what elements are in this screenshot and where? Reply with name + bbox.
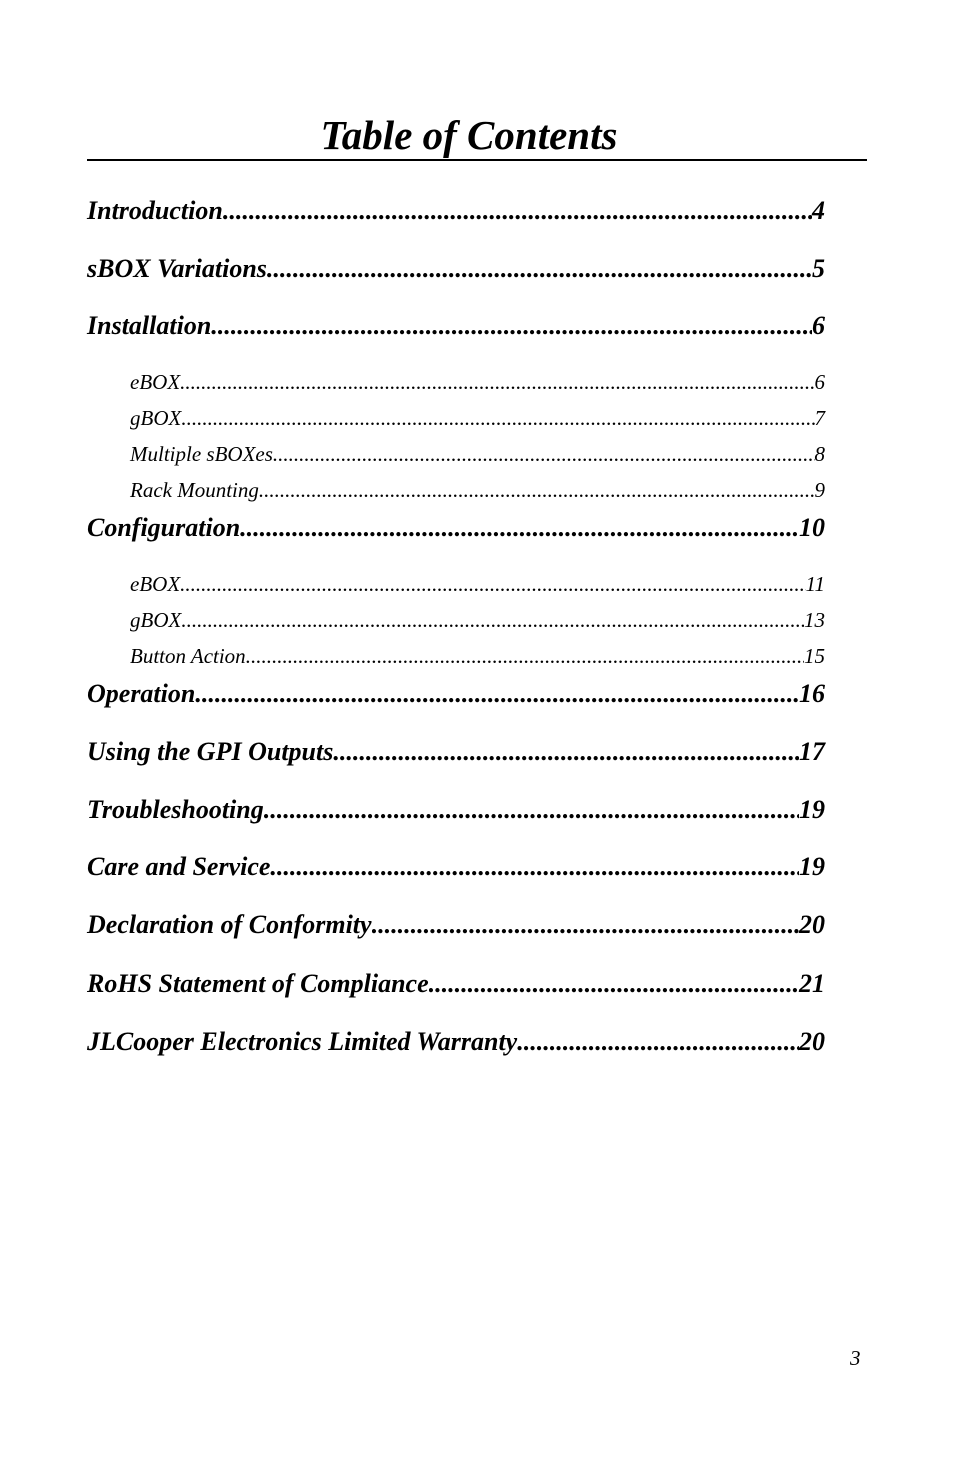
toc-page-number: 11	[805, 572, 825, 596]
toc-label: eBOX	[130, 370, 181, 394]
toc-page-number: 8	[814, 442, 825, 466]
toc-entry-limited-warranty[interactable]	[87, 1025, 825, 1059]
toc-entry-installation[interactable]	[87, 309, 825, 343]
toc-page-number: 6	[812, 311, 825, 340]
toc-page-number: 6	[814, 370, 825, 394]
toc-leader-dots	[223, 194, 812, 228]
toc-label: Declaration of Conformity	[87, 910, 372, 939]
toc-leader-dots	[267, 252, 812, 286]
toc-leader-dots	[180, 368, 814, 396]
toc-label: Installation	[87, 311, 212, 340]
toc-leader-dots	[195, 677, 799, 711]
toc-label: gBOX	[130, 406, 182, 430]
toc-label: eBOX	[130, 572, 181, 596]
toc-leader-dots	[181, 606, 804, 634]
toc-label: Troubleshooting	[87, 795, 264, 824]
toc-label: Using the GPI Outputs	[87, 737, 334, 766]
toc-entry-introduction[interactable]	[87, 194, 825, 228]
toc-page-number: 9	[814, 478, 825, 502]
toc-entry-configuration-ebox[interactable]	[130, 570, 825, 598]
toc-page-number: 15	[804, 644, 825, 668]
toc-page-number: 5	[812, 254, 825, 283]
toc-leader-dots	[372, 908, 799, 942]
toc-page-number: 4	[812, 196, 825, 225]
toc-page-number: 13	[804, 608, 825, 632]
page-title: Table of Contents	[320, 112, 618, 158]
toc-entry-installation-ebox[interactable]	[130, 368, 825, 396]
page-number: 3	[850, 1346, 861, 1370]
toc-entry-rohs-statement[interactable]	[87, 967, 825, 1001]
toc-page-number: 10	[799, 513, 825, 542]
toc-leader-dots	[240, 511, 799, 545]
toc-entry-gpi-outputs[interactable]	[87, 735, 825, 769]
toc-label: Multiple sBOXes	[130, 442, 273, 466]
toc-page-number: 21	[799, 969, 825, 998]
toc-page-number: 16	[799, 679, 825, 708]
toc-leader-dots	[270, 850, 799, 884]
toc-label: JLCooper Electronics Limited Warranty	[87, 1027, 518, 1056]
toc-page-number: 19	[799, 795, 825, 824]
toc-entry-installation-gbox[interactable]	[130, 404, 825, 432]
toc-entry-multiple-sboxes[interactable]	[130, 440, 825, 468]
toc-leader-dots	[273, 440, 815, 468]
toc-entry-care-and-service[interactable]	[87, 850, 825, 884]
title-block	[87, 112, 867, 161]
toc-leader-dots	[259, 476, 815, 504]
toc-leader-dots	[333, 735, 799, 769]
toc-entry-button-action[interactable]	[130, 642, 825, 670]
toc-entry-troubleshooting[interactable]	[87, 793, 825, 827]
toc-page-number: 20	[799, 910, 825, 939]
toc-label: Care and Service	[87, 852, 271, 881]
toc-leader-dots	[264, 793, 799, 827]
toc-label: sBOX Variations	[87, 254, 267, 283]
toc-label: RoHS Statement of Compliance	[87, 969, 429, 998]
toc-entry-configuration-gbox[interactable]	[130, 606, 825, 634]
toc-label: Operation	[87, 679, 196, 708]
toc-entry-operation[interactable]	[87, 677, 825, 711]
toc-page-number: 7	[814, 406, 825, 430]
toc-leader-dots	[180, 570, 805, 598]
toc-label: Rack Mounting	[130, 478, 259, 502]
toc-page-number: 20	[799, 1027, 825, 1056]
toc-label: Button Action	[130, 644, 246, 668]
toc-leader-dots	[246, 642, 804, 670]
toc-entry-rack-mounting[interactable]	[130, 476, 825, 504]
toc-entry-declaration-of-conformity[interactable]	[87, 908, 825, 942]
toc-leader-dots	[517, 1025, 799, 1059]
toc-leader-dots	[211, 309, 812, 343]
toc-page-number: 17	[799, 737, 825, 766]
toc-label: Configuration	[87, 513, 241, 542]
toc-page-number: 19	[799, 852, 825, 881]
toc-entry-configuration[interactable]	[87, 511, 825, 545]
toc-entry-sbox-variations[interactable]	[87, 252, 825, 286]
toc-leader-dots	[429, 967, 799, 1001]
toc-leader-dots	[181, 404, 814, 432]
toc-label: Introduction	[87, 196, 223, 225]
toc-label: gBOX	[130, 608, 182, 632]
